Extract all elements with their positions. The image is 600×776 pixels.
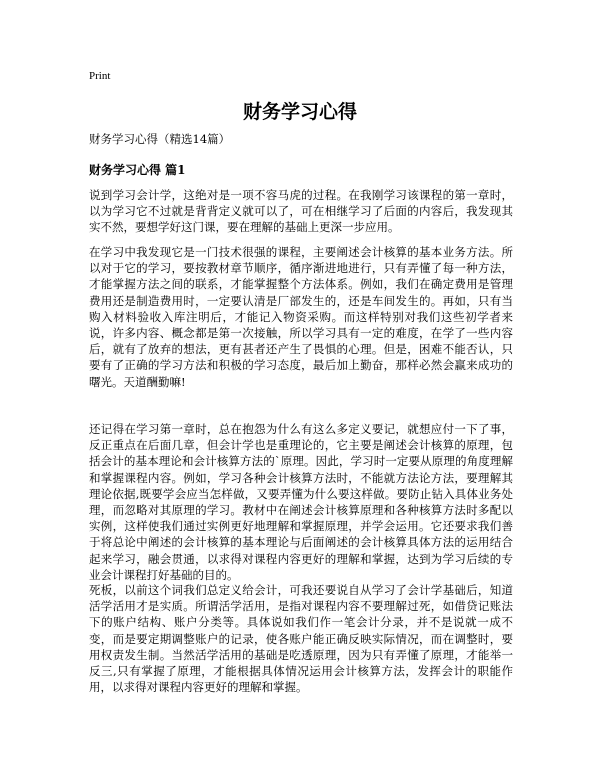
- print-label: Print: [89, 70, 111, 82]
- paragraph-3: 还记得在学习第一章时，总在抱怨为什么有这么多定义要记，就想应付一下了事，反正重点在后面几章，但会计学也是重理论的，它主要是阐述会计核算的原理，包括会计的基本理论和会计核算方法的`原理。因此，学习时一定要从原理的角度理解和掌握课程内容。例如，学习各种会计核算方法时，不能就方法论方法，要理解其理论依据,既要学会应当怎样做，又要弄懂为什么要这样做。要防止钻入具体业务处理，而忽略对其原理的学习。教材中在阐述会计核算原理和各种核算方法时多配以实例，这样使我们通过实例更好地理解和掌握原理，并学会运用。它还要求我们善于将总论中阐述的会计核算的基本理论与后面阐述的会计核算具体方法的运用结合起来学习，融会贯通，以求得对课程内容更好的理解和掌握，达到为学习后续的专业会计课程打好基础的目的。: [89, 422, 513, 582]
- page-title: 财务学习心得: [242, 101, 357, 123]
- document-subtitle: 财务学习心得（精选14篇）: [89, 132, 231, 146]
- paragraph-2: 在学习中我发现它是一门技术很强的课程，主要阐述会计核算的基本业务方法。所以对于它的学习，要按教材章节顺序，循序渐进地进行，只有弄懂了每一种方法，才能掌握方法之间的联系，才能掌握整个方法体系。例如，我们在确定费用是管理费用还是制造费用时，一定要认清是厂部发生的，还是车间发生的。再如，只有当购入材料验收入库注明后，才能记入物资采购。而这样特别对我们这些初学者来说，许多内容、概念都是第一次接触，所以学习具有一定的难度，在学了一些内容后，就有了放弃的想法，更有甚者还产生了畏惧的心理。但是，困难不能否认，只要有了正确的学习方法和积极的学习态度，最后加上勤奋，那样必然会赢来成功的曙光。天道酬勤嘛!: [89, 245, 513, 389]
- section-heading: 财务学习心得 篇1: [89, 163, 186, 177]
- paragraph-4: 死板，以前这个词我们总定义给会计，可我还要说自从学习了会计学基础后，知道活学活用才是实质。所谓活学活用，是指对课程内容不要理解过死，如借贷记账法下的账户结构、账户分类等。具体说如我们作一笔会计分录，并不是说就一成不变，而是要定期调整账户的记录，使各账户能正确反映实际情况，而在调整时，要用权责发生制。当然活学活用的基础是吃透原理，因为只有弄懂了原理，才能举一反三,只有掌握了原理，才能根据具体情况运用会计核算方法，发挥会计的职能作用，以求得对课程内容更好的理解和掌握。: [89, 583, 513, 695]
- paragraph-1: 说到学习会计学，这绝对是一项不容马虎的过程。在我刚学习该课程的第一章时，以为学习它不过就是背背定义就可以了，可在相继学习了后面的内容后，我发现其实不然，要想学好这门课，要在理解的基础上更深一步应用。: [89, 188, 513, 235]
